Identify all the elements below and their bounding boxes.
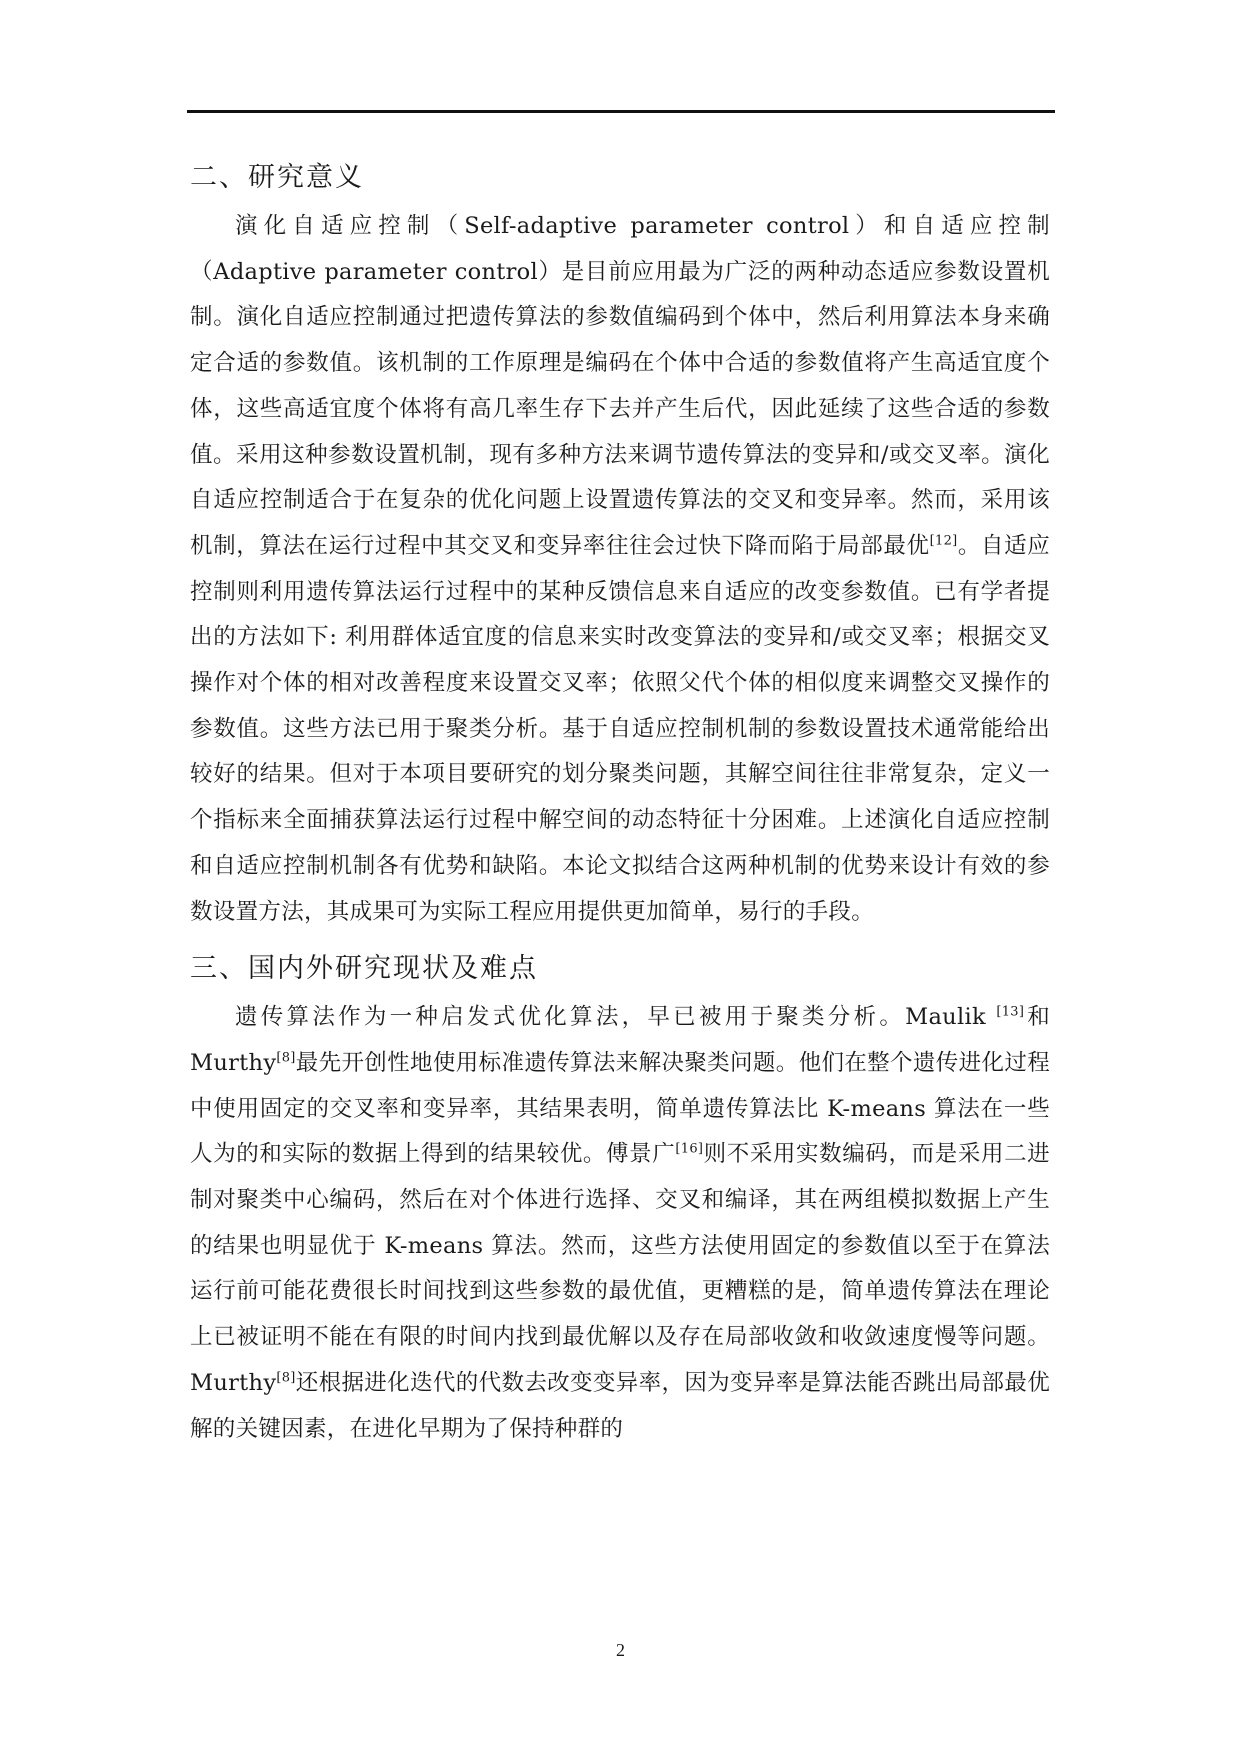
header-rule — [187, 110, 1055, 113]
text-run: 。自适应控制则利用遗传算法运行过程中的某种反馈信息来自适应的改变参数值。已有学者提出的方法如下: 利用群体适宜度的信息来实时改变算法的变异和/或交叉率；根据交叉操作对个体的相对改善程度来设置交叉率；依照父代个体的相似度来调整交叉操作的参数值。这些方法已用于聚类分析。基于自适应控制机制的参数设置技术通常能给出较好的结果。但对于本项目要研究的划分聚类问题，其解空间往往非常复杂，定义一个指标来全面捕获算法运行过程中解空间的动态特征十分困难。上述演化自适应控制和自适应控制机制各有优势和缺陷。本论文拟结合这两种机制的优势来设计有效的参数设置方法，其成果可为实际工程应用提供更加简单，易行的手段。 — [190, 532, 1051, 925]
page-number: 2 — [616, 1640, 625, 1660]
citation-ref: [12] — [929, 533, 958, 549]
section-heading-research-significance: 二、研究意义 — [190, 162, 364, 193]
document-body — [190, 152, 1050, 1452]
section-2-paragraph — [190, 204, 1050, 935]
text-run: 演化自适应控制（Self-adaptive parameter control）和自适应控制（Adaptive parameter control）是目前应用最为广泛的两种动态适应参数设置机制。演化自适应控制通过把遗传算法的参数值编码到个体中，然后利用算法本身来确定合适的参数值。该机制的工作原理是编码在个体中合适的参数值将产生高适宜度个体，这些高适宜度个体将有高几率生存下去并产生后代，因此延续了这些合适的参数值。采用这种参数设置机制，现有多种方法来调节遗传算法的变异和/或交叉率。演化自适应控制适合于在复杂的优化问题上设置遗传算法的交叉和变异率。然而，采用该机制，算法在运行过程中其交叉和变异率往往会过快下降而陷于局部最优 — [190, 213, 1050, 559]
section-heading-research-status: 三、国内外研究现状及难点 — [190, 953, 538, 985]
text-run: 则不采用实数编码，而是采用二进制对聚类中心编码，然后在对个体进行选择、交叉和编译，其在两组模拟数据上产生的结果也明显优于 K-means 算法。然而，这些方法使用固定的参数值以至于在算法运行前可能花费很长时间找到这些参数的最优值，更糟糕的是，简单遗传算法在理论上已被证明不能在有限的时间内找到最优解以及存在局部收敛和收敛速度慢等问题。Murthy — [190, 1141, 1050, 1396]
text-run: 还根据进化迭代的代数去改变变异率，因为变异率是算法能否跳出局部最优解的关键因素，在进化早期为了保持种群的 — [190, 1369, 1050, 1442]
text-run: 和Murthy — [190, 1004, 1050, 1076]
citation-ref: [16] — [675, 1141, 704, 1157]
citation-ref: [8] — [276, 1370, 296, 1386]
section-3-paragraph — [190, 995, 1050, 1452]
citation-ref: [13] — [996, 1004, 1025, 1020]
text-run: 最先开创性地使用标准遗传算法来解决聚类问题。他们在整个遗传进化过程中使用固定的交叉率和变异率，其结果表明，简单遗传算法比 K-means 算法在一些人为的和实际的数据上得到的结果较优。傅景广 — [190, 1049, 1050, 1168]
citation-ref: [8] — [276, 1050, 296, 1066]
text-run: 遗传算法作为一种启发式优化算法，早已被用于聚类分析。Maulik — [235, 1004, 997, 1031]
